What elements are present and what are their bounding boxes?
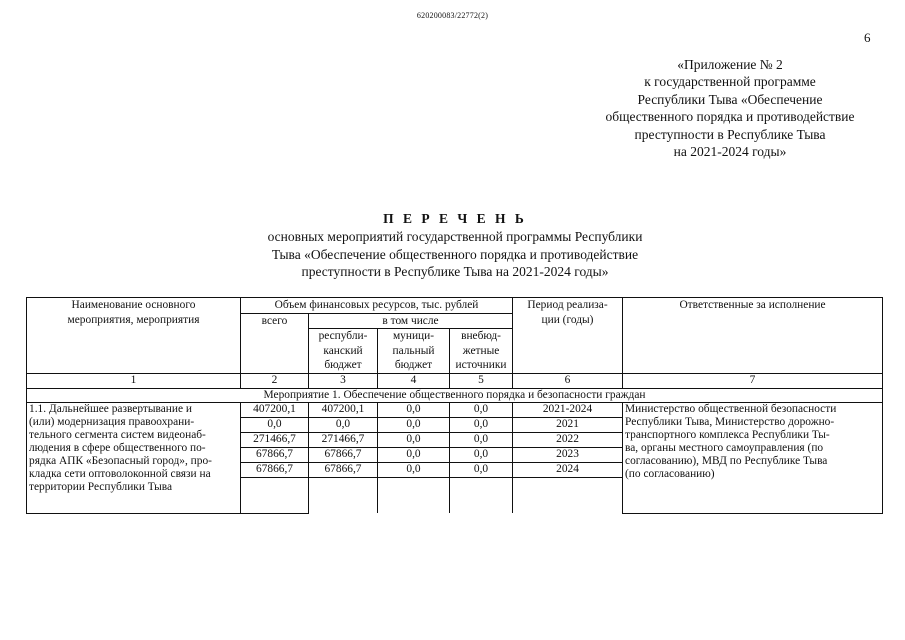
cell-total: 407200,1 xyxy=(241,402,309,417)
header-volume: Объем финансовых ресурсов, тыс. рублей xyxy=(241,298,513,314)
column-number: 7 xyxy=(623,373,883,388)
cell-municipal: 0,0 xyxy=(378,432,450,447)
cell-municipal: 0,0 xyxy=(378,417,450,432)
header-name: Наименование основного мероприятия, мероприятия xyxy=(27,298,241,374)
cell-period-empty xyxy=(513,477,623,513)
column-number: 2 xyxy=(241,373,309,388)
cell-period: 2023 xyxy=(513,447,623,462)
cell-republic: 271466,7 xyxy=(309,432,378,447)
cell-municipal: 0,0 xyxy=(378,402,450,417)
cell-period: 2021-2024 xyxy=(513,402,623,417)
header-responsible: Ответственные за исполнение xyxy=(623,298,883,374)
cell-extra: 0,0 xyxy=(450,447,513,462)
cell-republic: 67866,7 xyxy=(309,462,378,477)
document-title: П Е Р Е Ч Е Н Ь xyxy=(383,211,527,226)
appendix-block xyxy=(580,56,880,160)
cell-period: 2021 xyxy=(513,417,623,432)
cell-period: 2022 xyxy=(513,432,623,447)
cell-total: 0,0 xyxy=(241,417,309,432)
measures-table xyxy=(26,297,883,514)
header-republic: республи- канский бюджет xyxy=(309,329,378,374)
subtitle-line: преступности в Республике Тыва на 2021-2024 годы» xyxy=(301,264,609,279)
cell-republic: 407200,1 xyxy=(309,402,378,417)
header-total: всего xyxy=(241,313,309,373)
cell-total: 67866,7 xyxy=(241,462,309,477)
cell-municipal: 0,0 xyxy=(378,447,450,462)
subtitle-line: Тыва «Обеспечение общественного порядка и противодействие xyxy=(271,246,639,262)
cell-extra: 0,0 xyxy=(450,462,513,477)
cell-total-empty xyxy=(241,477,309,513)
event-title: Мероприятие 1. Обеспечение общественного порядка и безопасности граждан xyxy=(27,388,883,402)
column-number: 6 xyxy=(513,373,623,388)
cell-total: 67866,7 xyxy=(241,447,309,462)
appendix-line: Республики Тыва «Обеспечение xyxy=(637,91,823,107)
column-number: 5 xyxy=(450,373,513,388)
cell-extra-empty xyxy=(450,477,513,513)
cell-extra: 0,0 xyxy=(450,402,513,417)
appendix-line: «Приложение № 2 xyxy=(677,57,783,72)
cell-republic: 67866,7 xyxy=(309,447,378,462)
cell-municipal: 0,0 xyxy=(378,462,450,477)
item-description: 1.1. Дальнейшее развертывание и (или) модернизация правоохрани- тельного сегмента систем видеонаб- людения в сфере общественного по- рядка АПК «Безопасный город», про- кладка сети оптоволоконной связи на территории Республики Тыва xyxy=(27,402,241,513)
appendix-line: преступности в Республике Тыва xyxy=(634,126,826,142)
cell-period: 2024 xyxy=(513,462,623,477)
header-municipal: муници- пальный бюджет xyxy=(378,329,450,374)
document-subtitle xyxy=(200,228,710,281)
column-number: 4 xyxy=(378,373,450,388)
document-id: 620200083/22772(2) xyxy=(416,11,489,20)
cell-republic: 0,0 xyxy=(309,417,378,432)
header-including: в том числе xyxy=(309,313,513,329)
column-number: 3 xyxy=(309,373,378,388)
header-period: Период реализа- ции (годы) xyxy=(513,298,623,374)
page-number: 6 xyxy=(864,30,871,45)
item-responsible: Министерство общественной безопасности Республики Тыва, Министерство дорожно- транспортного комплекса Республики Ты- ва, органы местного самоуправления (по согласованию), МВД по Республике Тыва (по согласованию) xyxy=(623,402,883,513)
cell-extra: 0,0 xyxy=(450,432,513,447)
subtitle-line: основных мероприятий государственной программы Республики xyxy=(267,229,643,244)
appendix-line: на 2021-2024 годы» xyxy=(673,144,787,160)
cell-extra: 0,0 xyxy=(450,417,513,432)
column-number: 1 xyxy=(27,373,241,388)
cell-total: 271466,7 xyxy=(241,432,309,447)
appendix-line: общественного порядка и противодействие xyxy=(605,109,855,125)
cell-municipal-empty xyxy=(378,477,450,513)
header-extra: внебюд- жетные источники xyxy=(450,329,513,374)
appendix-line: к государственной программе xyxy=(644,74,816,90)
cell-republic-empty xyxy=(309,477,378,513)
